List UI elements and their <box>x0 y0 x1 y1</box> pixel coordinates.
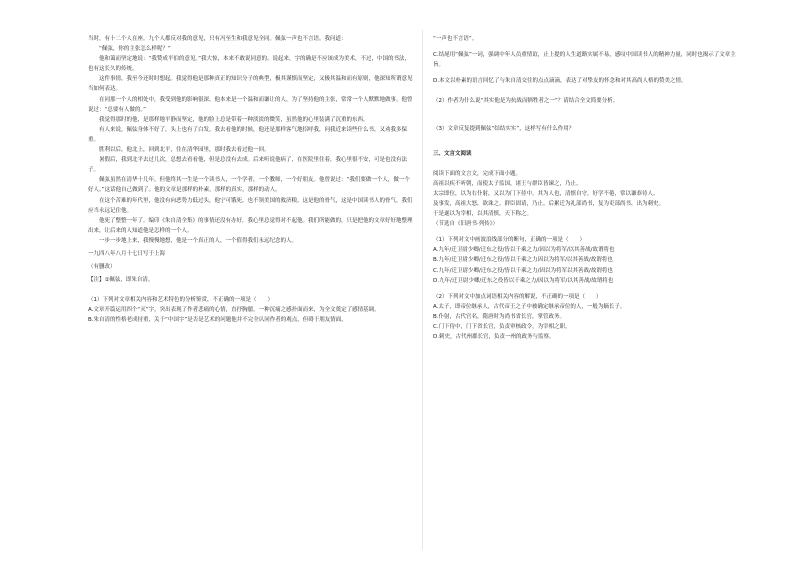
classical-text: 太宗即位，以为右仆射，又以为门下侍中。其为人也，清慎自守，好学不倦，常以谦恭待人。 <box>433 190 659 197</box>
question-5-stem: （2）下列对文中加点词语相关内容的解说，不正确的一项是（ ） <box>433 293 602 300</box>
classical-source: （节选自《旧唐书·列传》） <box>433 221 498 228</box>
question-1-option-d[interactable]: D.本文以朴素的语言回忆了与朱自清交往的点点滴滴，表达了对挚友的怀念和对其高尚人格的赞美之情。 <box>433 78 687 85</box>
date-line: 一九四八年八月十七日写于上海 <box>88 250 166 257</box>
classical-text: 高祖以疾不听朝，而使太子监国，诸王与群臣皆谏之，乃止。 <box>433 180 582 187</box>
paragraph: 暑假后，我到北平去过几次，总想去看看他，但是总没有去成。后来听说他病了，在医院里住着，我心里很不安，可是也没有法子。 <box>88 157 408 174</box>
paragraph: 我觉得那时的他，是那样地平静而坚定，他的脸上总是带着一种淡淡的微笑，虽然他的心里装满了沉重的东西。 <box>99 116 369 123</box>
paragraph: 一步一步地上来，我慢慢地想，他是一个真正的人，一个值得我们永远纪念的人。 <box>99 237 298 244</box>
column-divider <box>422 30 423 550</box>
question-1-stem: （1）下列对文章相关内容和艺术特色的分析鉴赏，不正确的一项是（ ） <box>88 297 274 304</box>
question-4-stem: （1）下列对文中画波浪线部分的断句，正确的一项是（ ） <box>433 237 586 244</box>
question-1-option-b[interactable]: B.朱自清的性格老成持重，关于“中国字”是否是艺术的问题他并不完全认同作者的观点，但碍于朋友情面， <box>88 317 347 324</box>
paragraph: 当时，有十二个人在座。九个人都反对我的意见，只有冯至生和我意见全同。佩弦一声也不言语。我问道： <box>88 36 347 42</box>
question-1-option-a[interactable]: A.文章开篇运用四个“灭”字，突出表现了作者悲痛的心情，直抒胸臆，一种沉痛之感扑面而来，为全文奠定了感情基调。 <box>88 307 380 314</box>
paragraph: 有人来说，佩弦身体不好了，头上也有了白发。我去看他的时候，他还是那样客气地招呼我，问我近来读些什么书，又劝我多保重。 <box>88 126 408 143</box>
right-column <box>433 34 743 342</box>
paragraph: “佩弦，你的主张怎么样呢？” <box>99 46 171 53</box>
question-4-option-c[interactable]: C.九年/迁卫尉少卿/迁东之役/皆以千乘之力/因以为将军以其善战/故谓将也 <box>433 267 613 274</box>
left-column <box>88 34 413 326</box>
question-3: （3）文章反复提到佩弦“结结实实”，这样写有什么作用？ <box>433 126 575 133</box>
paragraph: 他死了整整一年了。编印《朱自清全集》的事情还没有办好，我心里总觉得对不起他。我们所能做的，只是把他的文章好好地整理出来，让后来的人知道他是怎样的一个人。 <box>88 217 413 234</box>
paragraph: 在同那一个人的相处中，我受到他的影响很深。他本来是一个温和而谦让的人，为了坚持他的主张，常常一个人默默地做事。他曾说过：“总要有人做的。” <box>88 96 413 113</box>
section-title: 三、文言文阅读 <box>433 150 472 157</box>
paragraph: 胜利以后，他北上，回到北平，住在清华园里，那时我去看过他一回。 <box>99 147 270 154</box>
annotation-note: 【注】①佩弦，即朱自清。 <box>88 277 154 284</box>
question-5-option-b[interactable]: B.仆射，古代官名，隋唐时为尚书省长官，掌管政务。 <box>433 313 566 320</box>
question-4-option-b[interactable]: B.九年/迁卫尉少卿/迁东之役/皆以千乘之力因以为将军/以其善战/故谓将也 <box>433 257 613 264</box>
section-instruction: 阅读下面的文言文，完成下面小题。 <box>433 170 522 177</box>
classical-text: 及事发，高祖大怒，欲诛之。群臣固请，乃止。后累迁为礼部尚书，复为吏部尚书，出为刺史。 <box>433 200 665 207</box>
question-5-option-d[interactable]: D.刺史，古代州郡长官，负责一州的政务与监察。 <box>433 334 555 341</box>
paragraph: 在这个苦难的年代里，他没有向恶势力低过头，他宁可饿死，也不领美国的救济粮。这是他的骨气，这是中国读书人的骨气。我们应当永远记住他。 <box>88 197 413 214</box>
continued-text: “一声也不言语”。 <box>433 36 478 42</box>
source-note: （有删改） <box>88 264 116 271</box>
question-4-option-a[interactable]: A.九年/迁卫尉少卿/迁东之役/皆以千乘之力/因以为将军/以其善战/故谓将也 <box>433 247 615 254</box>
question-1-option-c[interactable]: C.结尾用“佩弦”一词，强调中年人员重情谊，止上提的人生道路实属不易，感叹中国读书人的精神力量，同时也揭示了文章主旨。 <box>433 52 736 69</box>
question-5-option-a[interactable]: A.太子，即帝位继承人，古代帝王之子中被确定继承帝位的人，一般为嫡长子。 <box>433 303 626 310</box>
paragraph: 佩弦虽然在清华十几年，但他终其一生是一个读书人，一个学者，一个教师，一个好朋友。他曾说过：“我们要做一个人，做一个好人。”这话他自己做到了。他的文章是那样的朴素，那样的真实，那样的动人。 <box>88 177 410 194</box>
question-5-option-c[interactable]: C.门下侍中，门下省长官，负责审核政令，为宰相之职。 <box>433 323 571 330</box>
question-2: （2）作者为什么说“其实他是为抗战而牺牲者之一”？请结合全文简要分析。 <box>433 98 619 105</box>
question-4-option-d[interactable]: D.九年/迁卫尉少卿/迁东之役皆以千乘之力/因以为将军/以其善战/故谓将也 <box>433 277 614 284</box>
classical-text: 于是遂以为宰相，以其清慎，天下称之。 <box>433 211 533 218</box>
paragraph: 他和蔼而坚定地说：“我赞成平伯的意见。”我大惊，本来不敢说同意的。说起来，字的确是不应该成为美术，不过，中国的书法，也有这长久的传统。 <box>88 56 410 73</box>
paragraph: 这件事情，我至今还时时想起。我觉得他是那种真正的知识分子的典型，极其谨慎而坚定，又极其温和而有原则，他深知所谓意见当如何表达。 <box>88 76 413 93</box>
